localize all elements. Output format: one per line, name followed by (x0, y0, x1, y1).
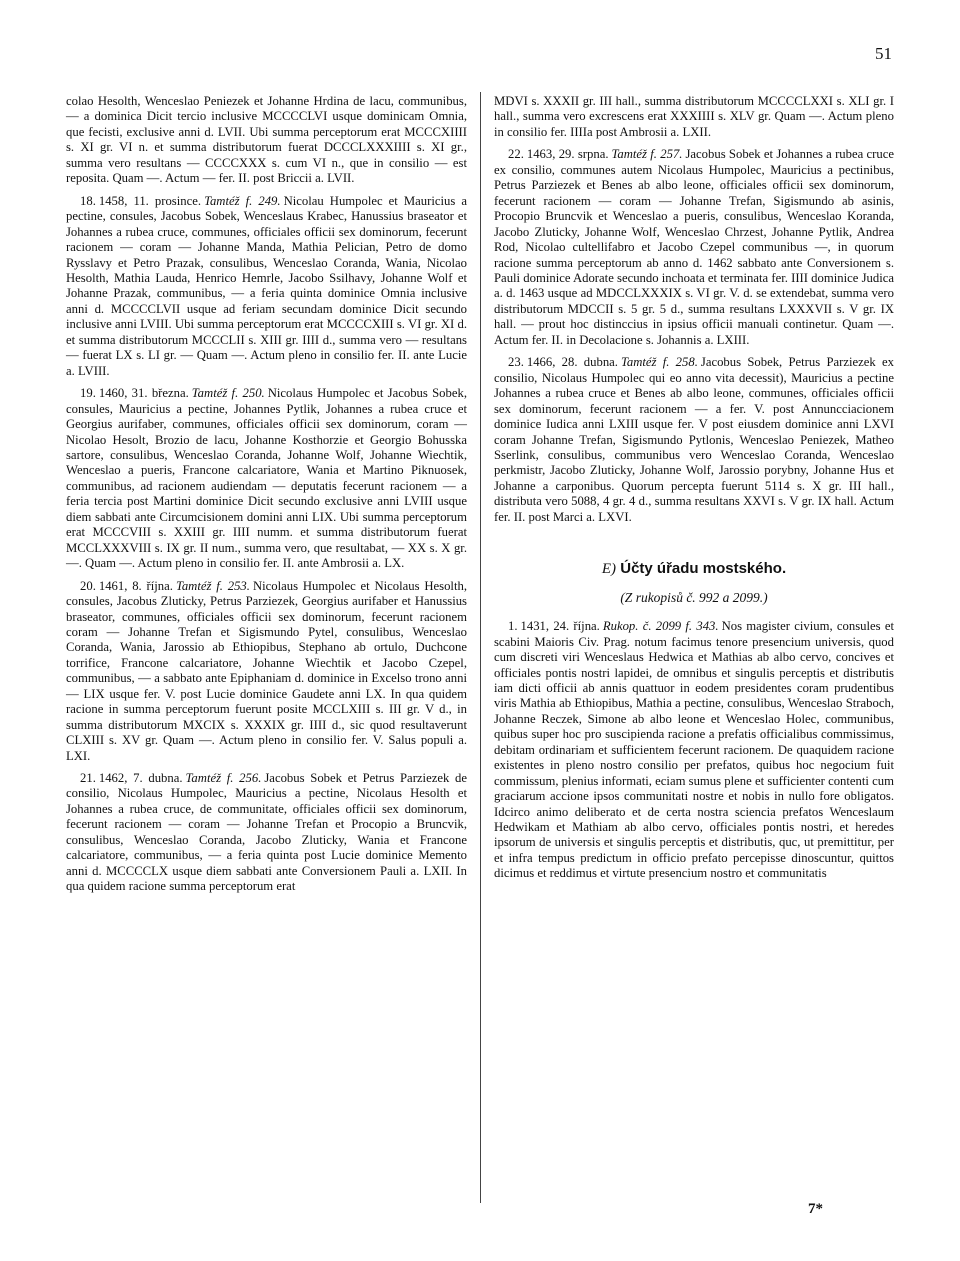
entry-text: Nicolaus Humpolec et Jacobus Sobek, consules, Mauricius a pectine, Johannes Pytlik, Johannes a rubea cruce et Georgius aurifaber, communes, officiales officii sex dominorum, coram — Nicolao Hesolt, Brozio de lacu, Johanne Kosthorzie et Georgio Bohusska sartore, consulibus, Wenceslao Coranda, Johanne Wolf, Johanne Wiechtik, Wenceslao a pueris, Francone calcariatore, Wania et Martino Piknuosek, communibus, ad racionem audiendam — deputatis fecerunt racionem — a feria tercia post Martini dominice Dicit secundo exclusive anni LVIII usque diem sabbati ante Circumcisionem domini anni LIX. Ubi summa perceptorum erat MCCCVIII s. XXIII gr. IIII numm. et summa distributorum fuerat MCCLXXXVIII s. IX gr. II num., summa vero, que resultabat, — XX s. X gr. —. Quam —. Actum pleno in consilio fer. II. ante Ambrosii a. LX. (66, 386, 467, 571)
entry-text: Nicolaus Humpolec et Nicolaus Hesolth, consules, Jacobus Zluticky, Petrus Parziezek, Georgius aurifaber et Hanussius braseator, communes, officiales officii sex dominorum, fecerunt racionem coram — Johanne Trefan et Sigismundo Pytel, consulibus, Wenceslao Coranda, Wania, Jarossio ab Ethiopibus, Stephano ab ortulo, Duchcone torrifice, Francone calcariatore, Johanne Wiechtik et Jacobo Czepel, communibus, — a sabbato ante Epiphaniam d. dominice in Excelso trono anni — LIX usque fer. V. post Lucie dominice Gaudete anni LX. In qua quidem racione in summa perceptorum fuerunt posite MCCLXIII s. III gr. V d., in summa distributorum MXCIX s. XXXIX gr. IIII d., sic quod resultaverunt CLXIII s. XV gr. Quam —. Actum pleno in consilio fer. V. Salus populi a. LXI. (66, 578, 467, 763)
entry-text: Jacobus Sobek, Petrus Parziezek ex consilio, Nicolaus Humpolec qui eo anno vita decessit), Mauricius a pectine Johannes a rubea cruce et Benes ab albo leone, communes, officiales officii sex dominorum, fecerunt racionem — a fer. V. post Annuncciacionem dominice Iudica anni LXIII usque fer. V post eiusdem dominice anni LXVI coram Johanne Trefan, Sigismundo Pytlonis, Wenceslao Peniezek, Matheo Sserlink, consulibus, communibus vero Wenceslao Coranda, Wenceslao perkmistr, Jacobo Zluticky, Johanne Wolf, Jarossio porybny, Johanne Hus et Johanne a carponibus. Quorum percepta fuerunt 5114 s. X gr. III hall., distributa vero 5088, 4 gr. 4 d., summa resultans XXVI s. V gr. IX hall. Actum fer. II. post Marci a. LXVI. (494, 355, 894, 524)
section-entries (494, 619, 894, 882)
entry-source: Rukop. č. 2099 f. 343. (602, 619, 719, 634)
right-column (494, 94, 894, 889)
entry-date: 1466, 28. dubna. (526, 355, 618, 370)
entry-number: 22. (508, 147, 524, 162)
entry-text: Nos magister civium, consules et scabini Maioris Civ. Prag. notum facimus tenore presencium universis, quod cum discreti viri Wenceslaus Hedwica et Mathias ab albo cervo, concives et officiales pontis nostri lapidei, de omnibus et singulis perceptis et distributis iam dicti officii ab annis quattuor in eodem presidentes coram prudentibus viris Mathia ab Ethiopibus, Mathia a pectine, consulibus, Wenceslao Straboch, Johanne Reczek, Simone ab albo leone et Wenceslao Holec, communibus, quibus super hoc pro suscipienda racione a prefatis officialibus commissimus, debitam ordinariam et sufficientem fecerunt racionem. De quaquidem racione existentes in pleno nostro consilio per prefatos, quibus hoc negocium fuit commissum, plenius informati, eciam sumus plene et sufficienter contenti cum graciarum accione ipsos communitati nostre et nobis in nullo fore obligatos. Idcirco animo deliberato et de certa nostra sciencia prefatos Wenceslaum Hedwikam et Mathiam ab albo cervo, officiales pontis nostri, et heredes ipsorum de universis et singulis perceptis et distributis, quc, ut premittitur, per et infra tempus predictum in officio prefato percepisse dinoscuntur, quittos dicimus et reddimus et virtute presencium nostro et communitatis (494, 619, 894, 881)
entry-source: Tamtéž f. 253. (175, 578, 250, 593)
entry-number: 1. (508, 619, 518, 634)
entry-source: Tamtéž f. 258. (620, 355, 698, 370)
entry-date: 1463, 29. srpna. (526, 147, 609, 162)
signature-mark: 7* (808, 1201, 823, 1217)
document-entry (494, 147, 894, 348)
entry-source: Tamtéž f. 257. (611, 147, 683, 162)
entry-number: 18. (80, 193, 96, 208)
entry-date: 1458, 11. prosince. (98, 193, 202, 208)
entry-text: Jacobus Sobek et Petrus Parziezek de consilio, Nicolaus Humpolec, Mauricius a pectine, Nicolaus Hesolth et Johannes a rubea cruce, de communitate, officiales officii sex dominorum, fecerunt racionem — coram — Johanne Trefan et Procopio a Bruncvik, consulibus, Wenceslao Coranda, Jacobo Zluticky, Wania et Francone calcariatore, communibus, — a feria quinta post Lucie dominice Memento anni d. MCCCCLX usque diem sabbati ante Conversionem Pauli a. LXII. In qua quidem racione summa perceptorum erat (66, 771, 468, 894)
document-entry (494, 619, 894, 882)
entry-text: colao Hesolth, Wenceslao Peniezek et Johanne Hrdina de lacu, communibus, — a dominica Dicit tercio inclusive MCCCCLVI usque dominicam Omnia, que fecisti, exclusive anni d. LVII. Ubi summa perceptorum erat MCCCXIIII s. XI gr. VI n. et summa distributorum fuerat DCCCLXXXIIII s. XI gr., summa vero resultans — CCCCXXX s. cum VI n., que in consilio — est reposita. Quam —. Actum — fer. II. post Briccii a. LVII. (66, 94, 467, 186)
entry-date: 1460, 31. března. (98, 386, 189, 401)
continued-text (66, 94, 467, 187)
section-letter: E) (601, 561, 617, 578)
document-entry (66, 386, 467, 571)
document-entry (66, 194, 467, 379)
entry-source: Tamtéž f. 249. (204, 193, 281, 208)
left-column (66, 94, 467, 902)
entry-source: Tamtéž f. 250. (191, 386, 265, 401)
entry-date: 1462, 7. dubna. (98, 771, 183, 786)
section-title-text: Účty úřadu mostského. (620, 560, 787, 578)
entry-text: MDVI s. XXXII gr. III hall., summa distributorum MCCCCLXXI s. XLI gr. I hall., summa vero excrescens erat XXXIIII s. XLV gr. Quam —. Actum pleno in consilio fer. IIIIa post Ambrosii a. LXII. (494, 94, 894, 139)
right-column-entries (494, 94, 894, 525)
section-subtitle: (Z rukopisů č. 992 a 2099.) (620, 589, 768, 605)
entry-text: Jacobus Sobek et Johannes a rubea cruce ex consilio, communes autem Nicolaus Humpolec, Mauricius a pectinibus, Petrus Parziezek et Benes ab albo leone, officiales officii sex dominorum, fecerunt racionem — coram — Johanne Trefan, Sigismundo ab asinis, Procopio Bruncvik et Wenceslao a pueris, consulibus, Wenceslao Koranda, Jacobo Zluticky, Johanne Wolf, Wenceslao Chrzest, Johanne Pytlik, Andrea Rod, Nicolao cultellifabro et Jacobo Czepel communibus —, in quorum racione summa perceptorum ab anno d. 1462 sabbato ante Conversionem s. Pauli dominice Adorate secundo inchoata et terminata fer. IIII dominice Judica a. d. 1463 usque ad MDCCLXXXIX s. VI gr. V. d. se extendebat, summa vero distributorum MDCCII s. 5 gr. 5 d., summa resultans LXXXVII s. V gr. IX hall. — prout hoc distinccius in ipsius officii manuali continetur. Quam —. Actum fer. II. in Decolacione s. Johannis a. LXIII. (494, 147, 895, 347)
document-entry (494, 355, 894, 525)
page-number: 51 (875, 44, 892, 63)
document-entry (66, 579, 467, 764)
document-entry (66, 771, 467, 895)
entry-date: 1461, 8. října. (98, 578, 173, 593)
entry-number: 21. (80, 771, 96, 786)
entry-number: 23. (508, 355, 524, 370)
entry-date: 1431, 24. října. (520, 619, 600, 634)
entry-number: 20. (80, 578, 96, 593)
entry-number: 19. (80, 386, 96, 401)
continued-text (494, 94, 894, 140)
section-title (494, 561, 894, 577)
entry-source: Tamtéž f. 256. (185, 771, 262, 786)
column-divider (480, 92, 481, 1203)
entry-text: Nicolau Humpolec et Mauricius a pectine, consules, Jacobus Sobek, Wenceslaus Krabec, Hanussius braseator et Johannes a rubea cruce, communes, officiales officii sex dominorum, fecerunt racionem — coram — Johanne Manda, Mathia Pelician, Petro de domo Rysslavy et Petro Prazak, consulibus, Wenceslao Coranda, Wania, Nicolao Hesolth, Mathia Lauda, Henrico Hemrle, Jacobo Ssilhavy, Johanne Wolf et Johanne Prazak, communibus, — a feria quinta dominice Omnia inclusive anni d. MCCCCLVII usque ad feriam secundam dominice Dicit secundo inclusive anni LVIII. Ubi summa perceptorum erat MCCCCXIII s. VI gr. XI d. et summa distributorum MCCCLII s. XIII gr. IIII d., summa vero — resultans — fuerat LX s. LI gr. — Quam —. Actum pleno in consilio fer. II. ante Lucie a. LVIII. (66, 193, 468, 378)
